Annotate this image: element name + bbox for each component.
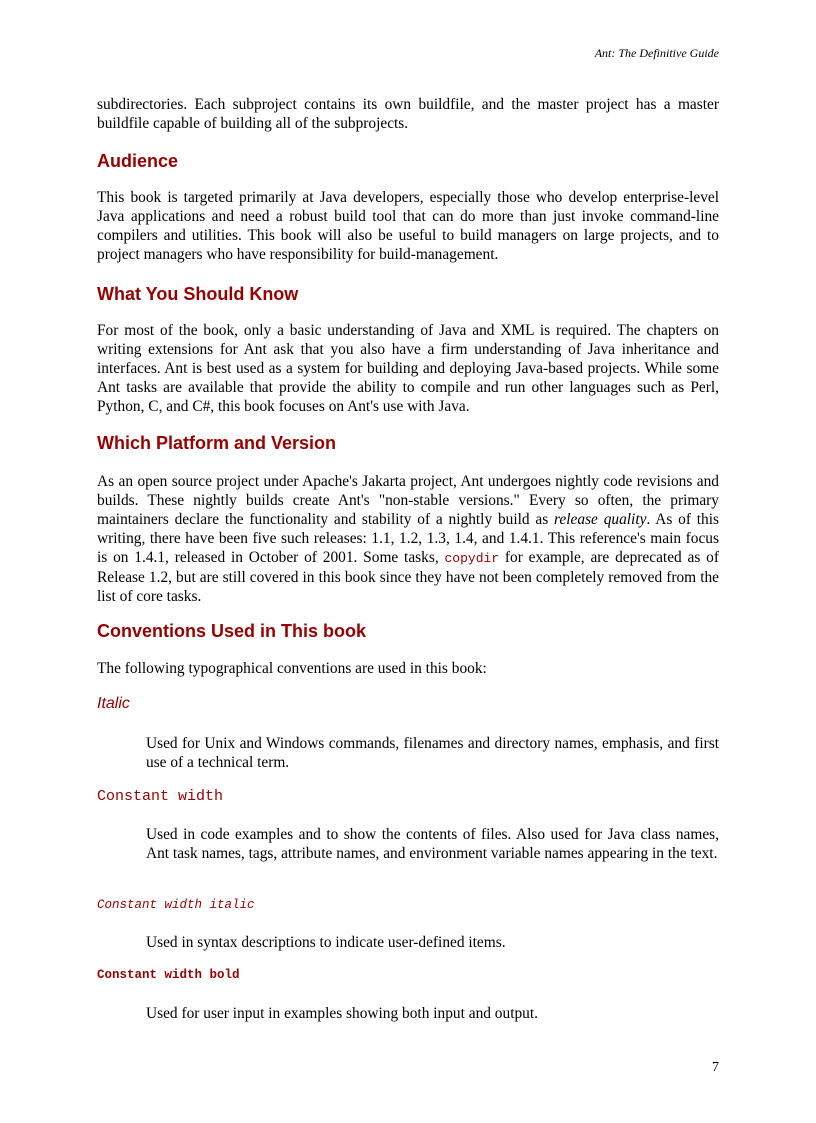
copydir-code: copydir [444, 551, 500, 566]
know-section [97, 283, 719, 305]
audience-paragraph: This book is targeted primarily at Java developers, especially those who develop enterprise-level Java applications and need a robust build tool that can do more than just invoke command-line compilers and utilities. This book will also be useful to build managers on large projects, and to project managers who have responsibility for build-management. [97, 189, 719, 263]
convention-desc-constant-width-bold: Used for user input in examples showing both input and output. [146, 1005, 538, 1022]
page-number: 7 [712, 1060, 719, 1075]
conventions-intro-block [97, 659, 719, 678]
convention-desc-italic-block [146, 734, 719, 772]
convention-desc-italic: Used for Unix and Windows commands, filenames and directory names, emphasis, and first use of a technical term. [146, 735, 719, 771]
platform-text-3: for example, are deprecated as of Release 1.2, but are still covered in this book since they have not been completely removed from the list of core tasks. [97, 549, 719, 605]
know-heading: What You Should Know [97, 284, 299, 304]
running-head: Ant: The Definitive Guide [594, 46, 719, 60]
convention-desc-constant-width-block [146, 825, 719, 863]
convention-desc-constant-width-italic-block [146, 933, 719, 952]
platform-body [97, 472, 719, 606]
platform-paragraph [97, 472, 719, 606]
know-body [97, 321, 719, 416]
audience-body [97, 188, 719, 264]
conventions-heading: Conventions Used in This book [97, 621, 367, 641]
intro-paragraph: subdirectories. Each subproject contains its own buildfile, and the master project has a master buildfile capable of building all of the subprojects. [97, 96, 719, 132]
intro-paragraph-block [97, 95, 719, 133]
convention-term-constant-width-bold: Constant width bold [97, 968, 240, 982]
convention-desc-constant-width-bold-block [146, 1004, 719, 1023]
platform-heading: Which Platform and Version [97, 433, 337, 453]
convention-desc-constant-width: Used in code examples and to show the contents of files. Also used for Java class names, Ant task names, tags, attribute names, and environment variable names appearing in the text. [146, 826, 719, 862]
conventions-intro: The following typographical conventions are used in this book: [97, 660, 487, 677]
release-quality-emphasis: release quality [554, 511, 647, 528]
platform-text-2: . As of this writing, there have been five such releases: 1.1, 1.2, 1.3, 1.4, and 1.4.1. This reference's main focus is on 1.4.1, released in October of 2001. Some tasks, [97, 511, 719, 566]
audience-section [97, 150, 719, 172]
know-paragraph: For most of the book, only a basic understanding of Java and XML is required. The chapters on writing extensions for Ant ask that you also have a firm understanding of Java inheritance and interfaces. Ant is best used as a system for building and deploying Java-based projects. While some Ant tasks are available that provide the ability to compile and run other languages such as Perl, Python, C, and C#, this book focuses on Ant's use with Java. [97, 322, 719, 415]
platform-section [97, 432, 719, 454]
platform-text-1: As an open source project under Apache's Jakarta project, Ant undergoes nightly code revisions and builds. These nightly builds create Ant's "non-stable versions." Every so often, the primary maintainers declare the functionality and stability of a nightly build as [97, 473, 719, 528]
audience-heading: Audience [97, 151, 179, 171]
convention-term-constant-width: Constant width [97, 788, 224, 805]
convention-term-italic: Italic [97, 695, 130, 712]
conventions-section [97, 620, 719, 642]
convention-term-constant-width-italic: Constant width italic [97, 898, 255, 912]
convention-desc-constant-width-italic: Used in syntax descriptions to indicate user-defined items. [146, 934, 506, 951]
